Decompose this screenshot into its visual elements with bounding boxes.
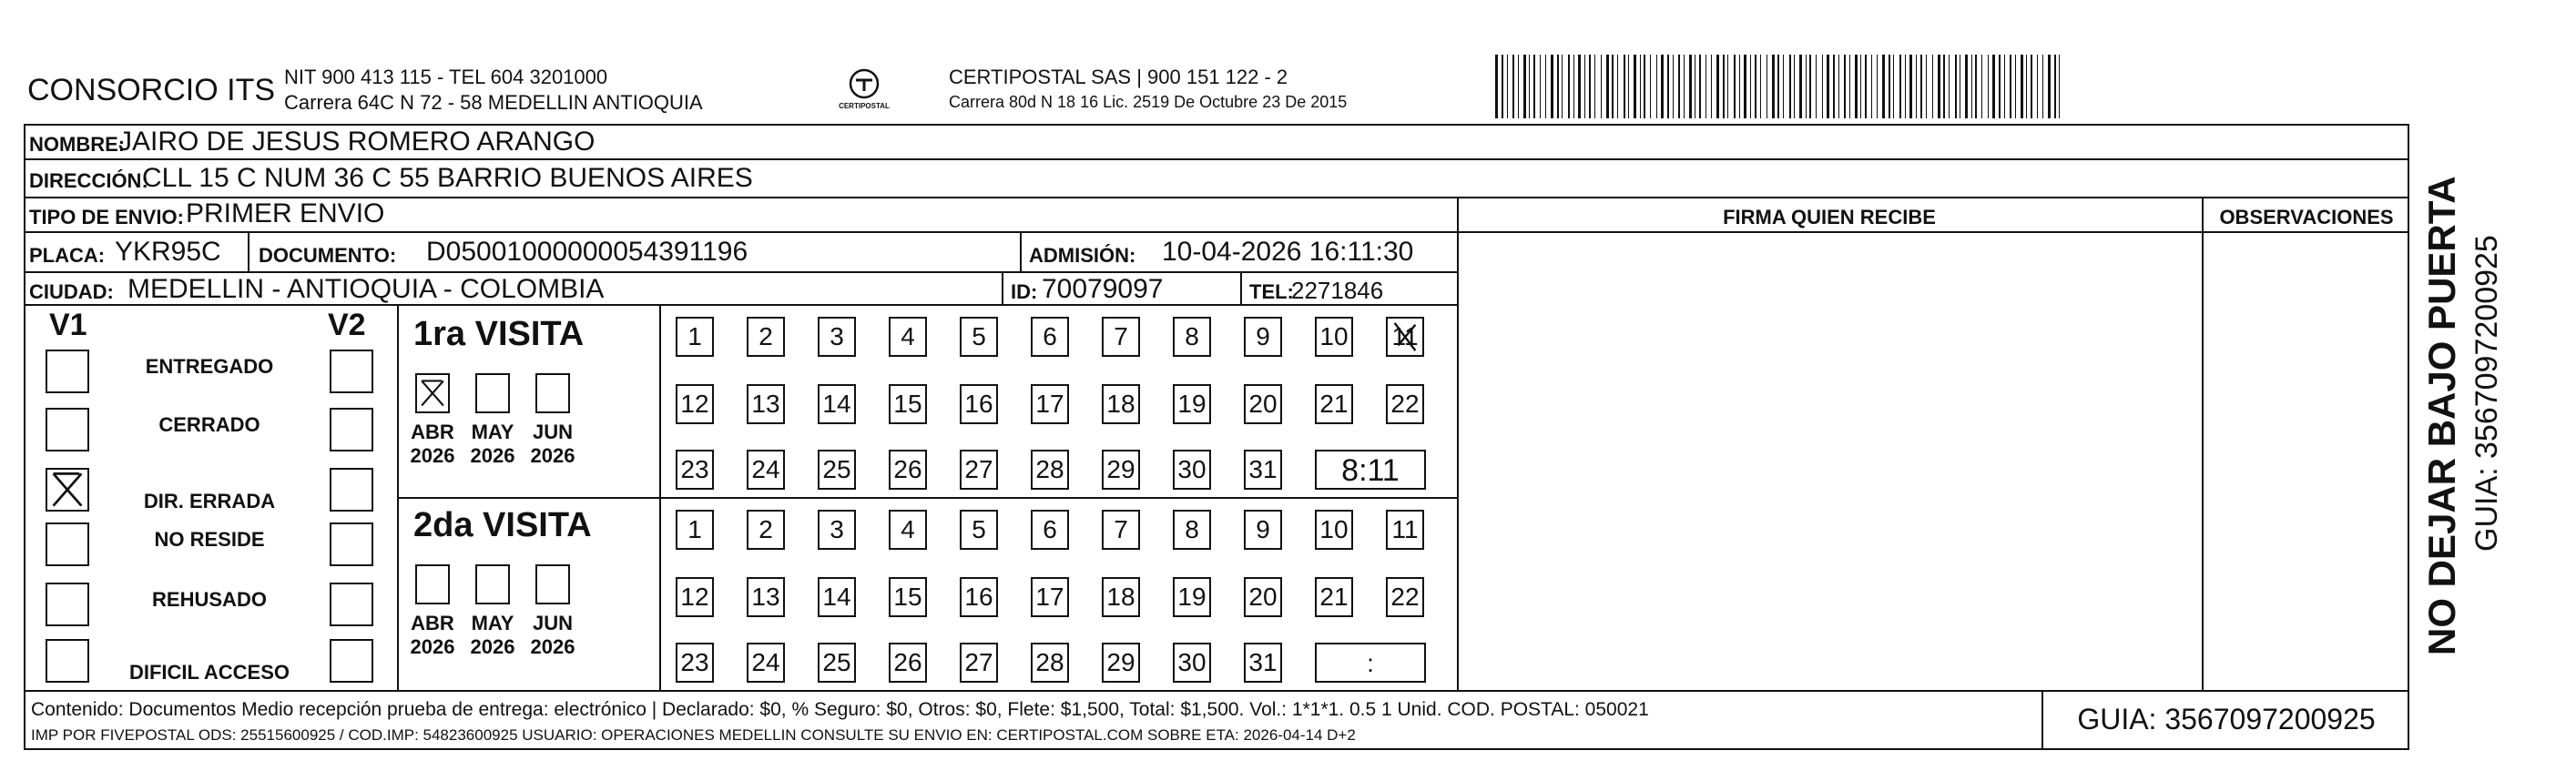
status-label: DIR. ERRADA bbox=[143, 490, 276, 512]
day-box[interactable]: 24 bbox=[747, 643, 785, 683]
day-box[interactable]: 20 bbox=[1244, 384, 1282, 424]
day-box[interactable]: 26 bbox=[889, 643, 927, 683]
ciudad-value: MEDELLIN - ANTIOQUIA - COLOMBIA bbox=[127, 274, 605, 304]
day-box[interactable]: 22 bbox=[1386, 577, 1424, 617]
day-box[interactable]: 28 bbox=[1031, 643, 1069, 683]
placa-label: PLACA: bbox=[29, 244, 106, 267]
direccion-label: DIRECCIÓN: bbox=[29, 169, 148, 192]
direccion-value: CLL 15 C NUM 36 C 55 BARRIO BUENOS AIRES bbox=[142, 163, 753, 193]
nombre-label: NOMBRE: bbox=[29, 133, 126, 156]
first-visit-time[interactable]: 8:11 bbox=[1315, 450, 1426, 490]
status-label: ENTREGADO bbox=[145, 355, 274, 378]
day-box[interactable]: 1 bbox=[676, 317, 714, 357]
tel-label: TEL: bbox=[1249, 280, 1294, 303]
barcode bbox=[1495, 55, 2067, 118]
day-box[interactable]: 8 bbox=[1173, 510, 1211, 550]
day-box[interactable]: 1 bbox=[676, 510, 714, 550]
day-box[interactable]: 17 bbox=[1031, 577, 1069, 617]
day-box[interactable]: 23 bbox=[676, 643, 714, 683]
company-nit: NIT 900 413 115 - TEL 604 3201000 bbox=[284, 66, 608, 88]
month-label: MAY 2026 bbox=[470, 421, 515, 467]
day-box[interactable]: 6 bbox=[1031, 510, 1069, 550]
observaciones-label: OBSERVACIONES bbox=[2219, 206, 2394, 228]
status-label: CERRADO bbox=[158, 413, 260, 436]
side-guia: GUIA: 3567097200925 bbox=[2469, 235, 2504, 552]
month-checkbox[interactable] bbox=[535, 564, 570, 604]
day-box[interactable]: 14 bbox=[818, 384, 856, 424]
day-box[interactable]: 7 bbox=[1102, 510, 1140, 550]
month-label: JUN 2026 bbox=[530, 612, 575, 658]
day-box[interactable]: 29 bbox=[1102, 450, 1140, 490]
second-visit-time[interactable]: : bbox=[1315, 643, 1426, 683]
day-box[interactable]: 31 bbox=[1244, 450, 1282, 490]
day-box[interactable]: 28 bbox=[1031, 450, 1069, 490]
certipostal-logo bbox=[836, 62, 892, 120]
day-box[interactable]: 11 bbox=[1386, 317, 1424, 357]
footer-guia: GUIA: 3567097200925 bbox=[2077, 703, 2376, 735]
day-box[interactable]: 4 bbox=[889, 317, 927, 357]
day-box[interactable]: 9 bbox=[1244, 317, 1282, 357]
day-box[interactable]: 10 bbox=[1315, 317, 1353, 357]
company-name: CONSORCIO ITS bbox=[27, 73, 276, 107]
day-box[interactable]: 21 bbox=[1315, 577, 1353, 617]
firma-label: FIRMA QUIEN RECIBE bbox=[1723, 206, 1936, 228]
day-box[interactable]: 8 bbox=[1173, 317, 1211, 357]
day-box[interactable]: 6 bbox=[1031, 317, 1069, 357]
month-label: ABR 2026 bbox=[410, 612, 455, 658]
side-warning: NO DEJAR BAJO PUERTA bbox=[2420, 176, 2463, 655]
day-box[interactable]: 19 bbox=[1173, 577, 1211, 617]
month-checkbox[interactable] bbox=[415, 564, 450, 604]
day-box[interactable]: 25 bbox=[818, 450, 856, 490]
month-checkbox[interactable] bbox=[535, 373, 570, 413]
day-box[interactable]: 25 bbox=[818, 643, 856, 683]
status-label: NO RESIDE bbox=[154, 528, 265, 551]
month-checkbox[interactable] bbox=[475, 564, 510, 604]
day-box[interactable]: 18 bbox=[1102, 577, 1140, 617]
day-box[interactable]: 22 bbox=[1386, 384, 1424, 424]
day-box[interactable]: 20 bbox=[1244, 577, 1282, 617]
documento-value: D05001000000054391196 bbox=[426, 237, 748, 267]
day-box[interactable]: 16 bbox=[960, 384, 998, 424]
tipo-envio-value: PRIMER ENVIO bbox=[186, 198, 385, 228]
id-label: ID: bbox=[1011, 280, 1038, 303]
footer-content: Contenido: Documentos Medio recepción prueba de entrega: electrónico | Declarado: $0, % Seguro: $0, Otros: $0, Flete: $1,500, Total: $1,500. Vol.: 1*1*1. 0.5 1 Unid. COD. POSTAL: 050021 bbox=[31, 699, 1649, 720]
day-box[interactable]: 13 bbox=[747, 384, 785, 424]
day-box[interactable]: 31 bbox=[1244, 643, 1282, 683]
day-box[interactable]: 9 bbox=[1244, 510, 1282, 550]
status-label: REHUSADO bbox=[152, 588, 267, 611]
day-box[interactable]: 7 bbox=[1102, 317, 1140, 357]
day-box[interactable]: 26 bbox=[889, 450, 927, 490]
day-box[interactable]: 23 bbox=[676, 450, 714, 490]
admision-label: ADMISIÓN: bbox=[1029, 244, 1136, 267]
second-visit-title: 2da VISITA bbox=[413, 506, 592, 544]
nombre-value: JAIRO DE JESUS ROMERO ARANGO bbox=[118, 127, 596, 157]
day-box[interactable]: 27 bbox=[960, 643, 998, 683]
first-visit-title: 1ra VISITA bbox=[413, 315, 585, 353]
month-checkbox[interactable] bbox=[475, 373, 510, 413]
v1-header: V1 bbox=[49, 308, 87, 342]
status-label: DIFICIL ACCESO bbox=[128, 661, 290, 684]
tel-value: 2271846 bbox=[1291, 277, 1384, 304]
day-box[interactable]: 5 bbox=[960, 317, 998, 357]
day-box[interactable]: 19 bbox=[1173, 384, 1211, 424]
ciudad-label: CIUDAD: bbox=[29, 280, 114, 303]
day-box[interactable]: 2 bbox=[747, 510, 785, 550]
day-box[interactable]: 12 bbox=[676, 577, 714, 617]
company-address: Carrera 64C N 72 - 58 MEDELLIN ANTIOQUIA bbox=[284, 91, 703, 114]
day-box[interactable]: 15 bbox=[889, 577, 927, 617]
day-box[interactable]: 16 bbox=[960, 577, 998, 617]
day-box[interactable]: 13 bbox=[747, 577, 785, 617]
logo-caption: CERTIPOSTAL bbox=[839, 102, 890, 110]
month-label: MAY 2026 bbox=[470, 612, 515, 658]
day-box[interactable]: 3 bbox=[818, 510, 856, 550]
month-checkbox[interactable] bbox=[415, 373, 450, 413]
day-box[interactable]: 12 bbox=[676, 384, 714, 424]
day-box[interactable]: 10 bbox=[1315, 510, 1353, 550]
month-label: JUN 2026 bbox=[530, 421, 575, 467]
day-box[interactable]: 30 bbox=[1173, 643, 1211, 683]
admision-value: 10-04-2026 16:11:30 bbox=[1162, 237, 1414, 267]
tipo-envio-label: TIPO DE ENVIO: bbox=[29, 206, 184, 228]
certipostal-info: CERTIPOSTAL SAS | 900 151 122 - 2 bbox=[949, 66, 1288, 88]
day-box[interactable]: 11 bbox=[1386, 510, 1424, 550]
day-box[interactable]: 27 bbox=[960, 450, 998, 490]
day-box[interactable]: 3 bbox=[818, 317, 856, 357]
day-box[interactable]: 15 bbox=[889, 384, 927, 424]
month-label: ABR 2026 bbox=[410, 421, 455, 467]
placa-value: YKR95C bbox=[115, 237, 221, 267]
day-box[interactable]: 24 bbox=[747, 450, 785, 490]
day-box[interactable]: 18 bbox=[1102, 384, 1140, 424]
day-box[interactable]: 30 bbox=[1173, 450, 1211, 490]
certipostal-address: Carrera 80d N 18 16 Lic. 2519 De Octubre 23 De 2015 bbox=[949, 93, 1348, 111]
documento-label: DOCUMENTO: bbox=[259, 244, 397, 267]
day-box[interactable]: 17 bbox=[1031, 384, 1069, 424]
footer-print-info: IMP POR FIVEPOSTAL ODS: 25515600925 / COD.IMP: 54823600925 USUARIO: OPERACIONES MEDELLIN CONSULTE SU ENVIO EN: CERTIPOSTAL.COM SOBRE ETA: 2026-04-14 D+2 bbox=[31, 726, 1356, 744]
id-value: 70079097 bbox=[1042, 274, 1164, 304]
v2-header: V2 bbox=[328, 308, 366, 342]
day-box[interactable]: 14 bbox=[818, 577, 856, 617]
day-box[interactable]: 5 bbox=[960, 510, 998, 550]
day-box[interactable]: 29 bbox=[1102, 643, 1140, 683]
day-box[interactable]: 2 bbox=[747, 317, 785, 357]
day-box[interactable]: 4 bbox=[889, 510, 927, 550]
day-box[interactable]: 21 bbox=[1315, 384, 1353, 424]
